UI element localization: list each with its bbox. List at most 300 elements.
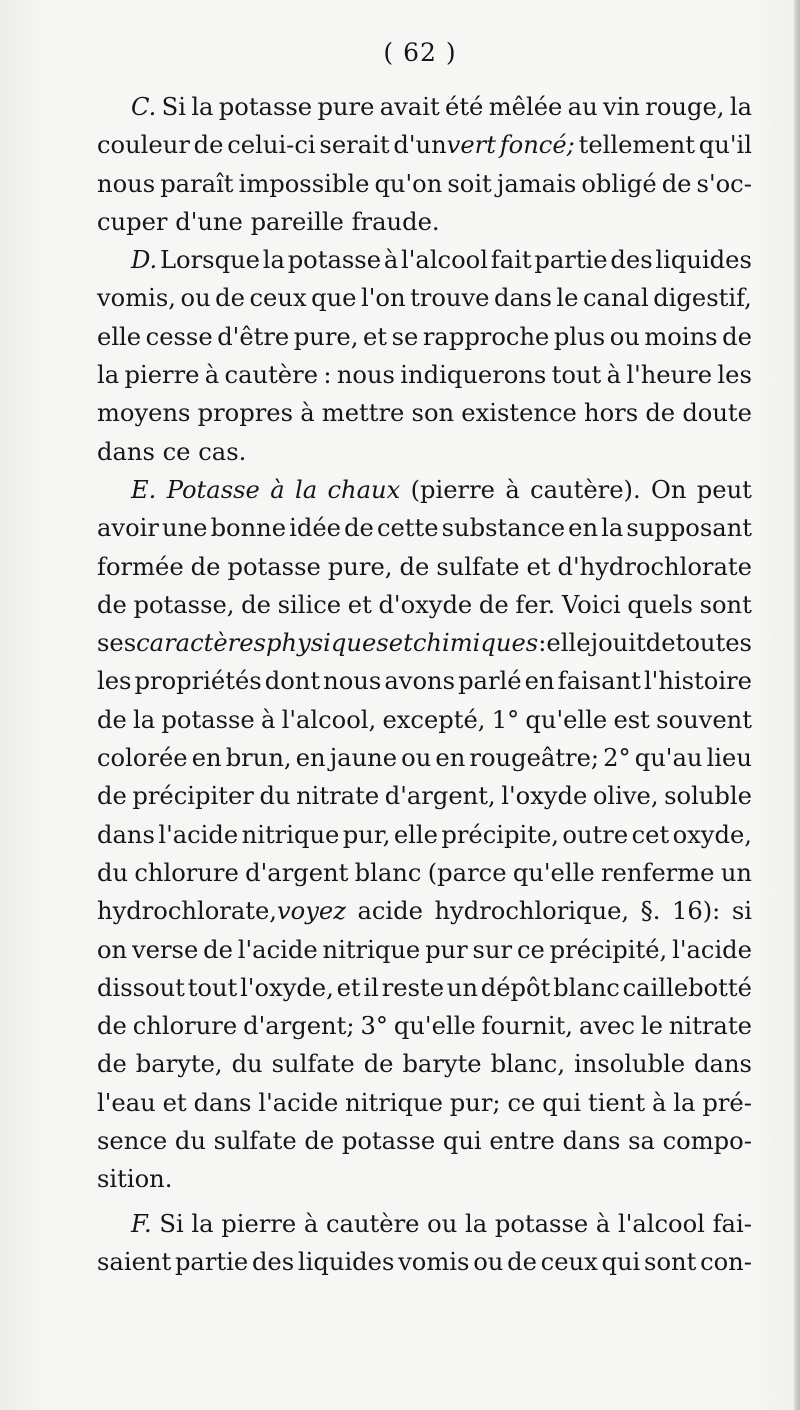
word: potasse [287, 246, 382, 275]
word: précipiter [132, 782, 254, 811]
word: entre [489, 1127, 555, 1156]
word: excepté, [382, 705, 486, 734]
word: moyens [97, 399, 191, 428]
word: potasse [161, 705, 255, 734]
word: partie [534, 246, 608, 275]
word: vin [602, 93, 640, 121]
word: l'histoire [643, 667, 752, 696]
text-line [97, 1205, 752, 1243]
word: de [661, 169, 692, 198]
word: l'acide [158, 820, 239, 849]
word: la [601, 514, 624, 543]
word: pur, [342, 820, 391, 849]
word: ou [427, 1209, 458, 1238]
word: dans [97, 437, 155, 466]
word: hydrochlorique, [434, 897, 630, 926]
text-line [97, 318, 752, 356]
word: On [651, 475, 687, 504]
text-line [97, 88, 752, 126]
word: moins [644, 322, 718, 351]
word: au [567, 93, 598, 121]
word: caillebotté [622, 973, 752, 1002]
word: pure [317, 93, 375, 121]
text-line [97, 777, 752, 815]
word: des [610, 246, 653, 275]
word: digestif, [653, 284, 752, 313]
word: jamais [496, 169, 577, 198]
text-line [97, 1045, 752, 1083]
word: l'alcool, [281, 705, 377, 734]
word: sont [699, 590, 752, 619]
page-edge-shadow [794, 0, 800, 1410]
word: qu'elle [512, 858, 595, 887]
word: verse [131, 935, 199, 964]
word: nous [336, 361, 395, 390]
word: et [162, 1088, 187, 1117]
word: outre [562, 820, 629, 849]
word: d'une [175, 207, 243, 236]
word: à [270, 475, 285, 504]
word: fraude. [351, 207, 440, 236]
word: de [193, 131, 224, 160]
word: silice [277, 590, 342, 619]
word: la [133, 705, 156, 734]
word: substance [441, 514, 566, 543]
word: ou [609, 322, 640, 351]
word: de [363, 1050, 394, 1079]
word: cautère [224, 361, 319, 390]
word: existence [461, 399, 577, 428]
text-line [97, 816, 752, 854]
word: des [251, 1247, 295, 1276]
word: avait [379, 93, 440, 121]
word: cautère [326, 1209, 420, 1238]
word: Potasse [166, 475, 260, 504]
text-line [97, 241, 752, 279]
word: de [507, 1247, 537, 1276]
word: partie [174, 1247, 249, 1276]
word: sence [97, 1127, 168, 1156]
word: et [362, 322, 388, 351]
word: qui [442, 1127, 482, 1156]
word: à [300, 399, 315, 428]
word: ou [401, 744, 432, 773]
word: dans [562, 1127, 621, 1156]
word: cesse [145, 322, 213, 351]
word: saient [97, 1247, 172, 1276]
word: à [595, 1209, 611, 1238]
word: si [731, 897, 752, 926]
word: 3° [360, 1012, 388, 1041]
word: nitrique [241, 820, 340, 849]
word: d'argent; [243, 1012, 355, 1041]
word: de [722, 322, 752, 351]
word: pré- [702, 1088, 752, 1117]
word: : [323, 361, 332, 390]
word: à [505, 475, 520, 504]
word: d'être [217, 322, 290, 351]
word: la [673, 1088, 696, 1117]
word: été [445, 93, 484, 121]
word: indiquerons [400, 361, 547, 390]
word: de [203, 935, 233, 964]
word: Lorsque [160, 246, 260, 275]
word: lieu [706, 744, 752, 773]
text-line [97, 433, 752, 471]
word: de [344, 514, 374, 543]
word: son [411, 399, 455, 428]
word: celui-ci [227, 131, 316, 160]
word: pure, [293, 322, 359, 351]
word: l'eau [97, 1088, 156, 1117]
word: à [651, 1088, 667, 1117]
text-line [97, 1007, 752, 1045]
word: chimiques: [412, 629, 547, 658]
text-line [97, 356, 752, 394]
word: avec [578, 1012, 635, 1041]
word: de [478, 590, 509, 619]
word: colorée [97, 744, 188, 773]
word: physiques [266, 629, 389, 658]
word: hydrochlorate,voyez [97, 897, 346, 926]
word: de [241, 590, 271, 619]
word: 16): [671, 897, 721, 926]
text-line [97, 969, 752, 1007]
word: un [446, 973, 478, 1002]
text-line [97, 662, 752, 700]
word: ou [180, 284, 211, 313]
word: de [215, 284, 245, 313]
word: propriétés [134, 667, 262, 696]
word: cuper [97, 207, 168, 236]
word: de [97, 1050, 127, 1079]
word: trouve [410, 284, 490, 313]
word: en [435, 744, 466, 773]
word: E. [131, 475, 157, 504]
word: pierre [124, 361, 200, 390]
word: couleur [97, 131, 190, 160]
text-line [97, 203, 752, 241]
word: sescaractères [97, 629, 266, 658]
word: mêlée [488, 93, 563, 121]
word: est [613, 705, 650, 734]
word: en [295, 744, 326, 773]
word: sa [628, 1127, 655, 1156]
word: pur; [449, 1088, 501, 1117]
text-line [97, 892, 752, 930]
word: chlorure [134, 858, 239, 887]
word: rougeâtre; [469, 744, 600, 773]
word: dont [264, 667, 321, 696]
word: dépôt [480, 973, 551, 1002]
word: D. [131, 246, 158, 275]
text-line [97, 586, 752, 624]
word: doute [682, 399, 752, 428]
word: l'oxyde [501, 782, 588, 811]
word: tout [551, 361, 602, 390]
text-line [97, 509, 752, 547]
word: soit [447, 169, 492, 198]
word: soluble [664, 782, 752, 811]
word: fai- [712, 1209, 752, 1238]
word: de [97, 705, 127, 734]
word: d'unvert [393, 131, 496, 160]
word: fait [490, 246, 532, 275]
word: de [399, 552, 430, 581]
word: potasse [341, 1127, 436, 1156]
word: du [259, 782, 291, 811]
word: potasse, [133, 590, 235, 619]
word: olive, [592, 782, 659, 811]
word: dans [193, 1088, 252, 1117]
word: avoir [97, 514, 159, 543]
word: qu'elle [525, 705, 608, 734]
word: sur [472, 935, 513, 964]
word: une [162, 514, 208, 543]
page-number-header: ( 62 ) [383, 38, 457, 67]
word: se [391, 322, 419, 351]
word: et [347, 590, 372, 619]
word: que [311, 284, 357, 313]
word: de [645, 629, 676, 658]
word: vomis [398, 1247, 470, 1276]
text-line [97, 1122, 752, 1160]
word: qu'elle [393, 1012, 476, 1041]
word: potasse [218, 93, 313, 121]
word: la [191, 1209, 214, 1238]
word: s'oc- [696, 169, 752, 198]
word: précipité, [549, 935, 668, 964]
word: à [204, 361, 220, 390]
word: dissout [97, 973, 185, 1002]
word: pareille [250, 207, 344, 236]
word: l'alcool [401, 246, 488, 275]
body-text [97, 88, 752, 1281]
word: 1° [491, 705, 520, 734]
word: hors [584, 399, 639, 428]
word: la [191, 93, 214, 121]
word: à [303, 1209, 319, 1238]
word: potasse [227, 552, 321, 581]
word: ce [162, 437, 191, 466]
word: sulfate [436, 552, 520, 581]
word: on [97, 935, 128, 964]
text-line [97, 1084, 752, 1122]
word: de [190, 552, 221, 581]
word: rapproche [422, 322, 550, 351]
word: impossible [238, 169, 370, 198]
word: du [97, 858, 129, 887]
word: sulfate [213, 1127, 297, 1156]
word: ou [473, 1247, 504, 1276]
word: l'heure [626, 361, 713, 390]
word: bonne [210, 514, 287, 543]
word: chaux [327, 475, 401, 504]
word: de [97, 1012, 127, 1041]
word: qui [601, 1247, 641, 1276]
word: F. [131, 1209, 152, 1238]
word: la [97, 361, 120, 390]
word: qu'au [634, 744, 703, 773]
word: idée [289, 514, 341, 543]
word: baryte [402, 1050, 482, 1079]
word: parlé [458, 667, 522, 696]
text-line [97, 931, 752, 969]
word: la [262, 246, 285, 275]
word: plus [553, 322, 606, 351]
word: dans [97, 820, 155, 849]
word: qu'on [374, 169, 443, 198]
word: reste [381, 973, 445, 1002]
word: toutes [675, 629, 752, 658]
word: de [304, 1127, 335, 1156]
word: du [174, 1127, 206, 1156]
word: le [556, 284, 579, 313]
word: d'argent, [384, 782, 496, 811]
word: foncé; [499, 131, 575, 160]
word: fer. [515, 590, 556, 619]
word: en [524, 667, 555, 696]
word: elle [393, 820, 438, 849]
word: souvent [656, 705, 752, 734]
word: la [465, 1209, 488, 1238]
word: blanc, [490, 1050, 566, 1079]
word: dans [694, 1050, 752, 1079]
text-line [97, 126, 752, 164]
text-line [97, 854, 752, 892]
text-line [97, 1243, 752, 1281]
word: pure, [327, 552, 393, 581]
word: le [640, 1012, 663, 1041]
word: précipite, [441, 820, 559, 849]
word: ceux [540, 1247, 598, 1276]
word: à [383, 246, 399, 275]
text-line [97, 701, 752, 739]
word: l'alcool [617, 1209, 705, 1238]
word: qui [542, 1088, 582, 1117]
word: ce [516, 935, 545, 964]
word: peut [696, 475, 752, 504]
word: avons [384, 667, 455, 696]
word: compo- [662, 1127, 752, 1156]
word: pierre [221, 1209, 297, 1238]
word: jaune [329, 744, 398, 773]
word: liquides [655, 246, 752, 275]
word: nitrate [668, 1012, 752, 1041]
word: dans [493, 284, 552, 313]
word: l'oxyde, [240, 973, 334, 1002]
word: l'on [361, 284, 406, 313]
word: elle [546, 629, 591, 658]
word: un [720, 858, 752, 887]
word: brun, [225, 744, 292, 773]
word: elle [97, 322, 142, 351]
word: 2° [603, 744, 631, 773]
word: insoluble [573, 1050, 686, 1079]
word: Si [159, 1209, 184, 1238]
text-line [97, 624, 752, 662]
word: quels [627, 590, 693, 619]
word: d'hydrochlorate [557, 552, 752, 581]
word: formée [97, 552, 184, 581]
word: et [388, 629, 413, 658]
word: à [260, 705, 276, 734]
word: l'acide [672, 935, 752, 964]
word: les [717, 361, 752, 390]
word: et [336, 973, 361, 1002]
word: (pierre [410, 475, 495, 504]
word: mettre [321, 399, 405, 428]
word: de [97, 782, 127, 811]
word: de [97, 590, 127, 619]
word: faisant [557, 667, 641, 696]
word: Voici [561, 590, 621, 619]
word: qu'il [698, 131, 752, 160]
word: nitrique [345, 1088, 443, 1117]
word: paraît [160, 169, 234, 198]
word: l'acide [258, 1088, 339, 1117]
word: nous [323, 667, 382, 696]
word: nous [97, 169, 156, 198]
word: pur [425, 935, 468, 964]
word: ceux [249, 284, 307, 313]
word: de [645, 399, 676, 428]
word: la [729, 93, 752, 121]
word: cette [376, 514, 439, 543]
word: rouge, [645, 93, 725, 121]
word: supposant [626, 514, 752, 543]
word: vomis, [97, 284, 176, 313]
word: baryte, [135, 1050, 223, 1079]
word: du [231, 1050, 263, 1079]
text-line [97, 739, 752, 777]
word: jouit [590, 629, 646, 658]
word: serait [319, 131, 390, 160]
word: cet [631, 820, 670, 849]
word: ce [507, 1088, 536, 1117]
word: en [568, 514, 599, 543]
word: en [191, 744, 222, 773]
word: cas. [198, 437, 247, 466]
word: l'acide [237, 935, 318, 964]
word: liquides [297, 1247, 395, 1276]
word: blanc [553, 973, 620, 1002]
word: fournit, [481, 1012, 573, 1041]
word: (parce [427, 858, 507, 887]
word: tellement [578, 131, 695, 160]
word: nitrate [296, 782, 380, 811]
word: renferme [600, 858, 715, 887]
word: canal [582, 284, 649, 313]
word: §. [640, 897, 661, 926]
word: acide [357, 897, 423, 926]
word: et [526, 552, 551, 581]
word: à [606, 361, 621, 390]
word: d'argent [245, 858, 349, 887]
text-line [97, 471, 752, 509]
word: tout [187, 973, 238, 1002]
word: la [294, 475, 318, 504]
text-line [97, 1160, 752, 1198]
word: les [97, 667, 132, 696]
word: potasse [494, 1209, 589, 1238]
word: C. [131, 93, 157, 121]
word: tient [587, 1088, 646, 1117]
word: oxyde, [672, 820, 752, 849]
word: sulfate [271, 1050, 355, 1079]
word: con- [700, 1247, 752, 1276]
word: blanc [354, 858, 422, 887]
